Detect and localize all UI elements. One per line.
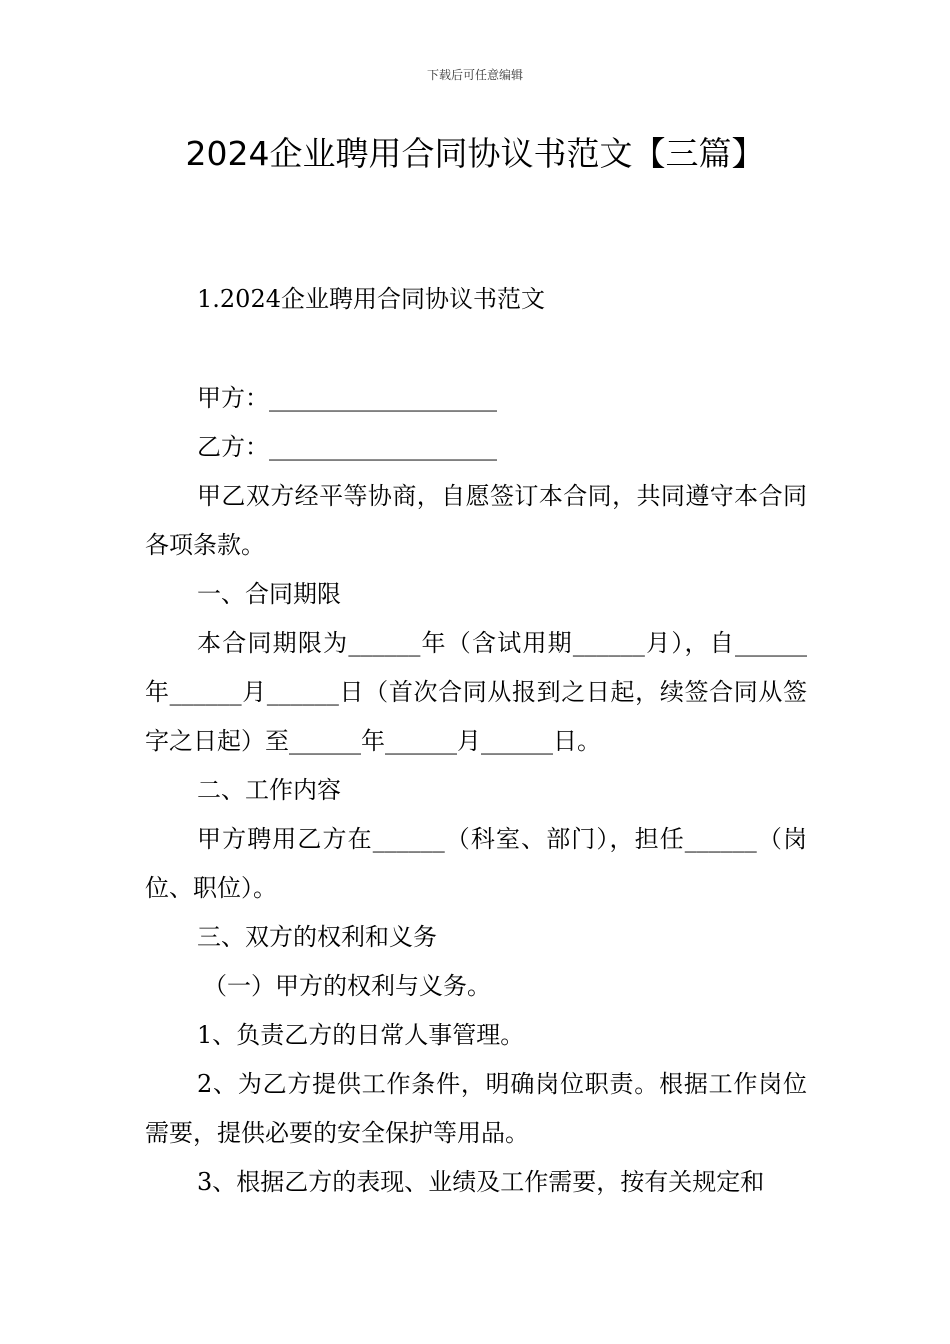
document-title: 2024企业聘用合同协议书范文【三篇】 <box>185 134 765 173</box>
header-note: 下载后可任意编辑 <box>426 68 523 82</box>
section-heading: 1.2024企业聘用合同协议书范文 <box>197 285 545 313</box>
list-item: 3、根据乙方的表现、业绩及工作需要，按有关规定和 <box>197 1168 765 1196</box>
preamble-paragraph: 甲乙双方经平等协商，自愿签订本合同，共同遵守本合同各项条款。 <box>145 482 807 559</box>
party-a-line: 甲方：___________________ <box>197 384 497 412</box>
contract-body <box>145 374 807 1207</box>
term-paragraph: 本合同期限为______年（含试用期______月），自______年______月______日（首次合同从报到之日起，续签合同从签字之日起）至______年______月______日。 <box>145 629 807 755</box>
clause-heading-work: 二、工作内容 <box>197 776 341 804</box>
clause-heading-rights: 三、双方的权利和义务 <box>197 923 437 951</box>
list-item: 2、为乙方提供工作条件，明确岗位职责。根据工作岗位需要，提供必要的安全保护等用品。 <box>145 1070 807 1147</box>
party-b-line: 乙方：___________________ <box>197 433 497 461</box>
subclause-heading-party-a: （一）甲方的权利与义务。 <box>203 972 491 1000</box>
list-item: 1、负责乙方的日常人事管理。 <box>197 1021 525 1049</box>
work-paragraph: 甲方聘用乙方在______（科室、部门），担任______（岗位、职位）。 <box>145 825 807 902</box>
clause-heading-term: 一、合同期限 <box>197 580 341 608</box>
section-heading-block <box>145 275 807 324</box>
